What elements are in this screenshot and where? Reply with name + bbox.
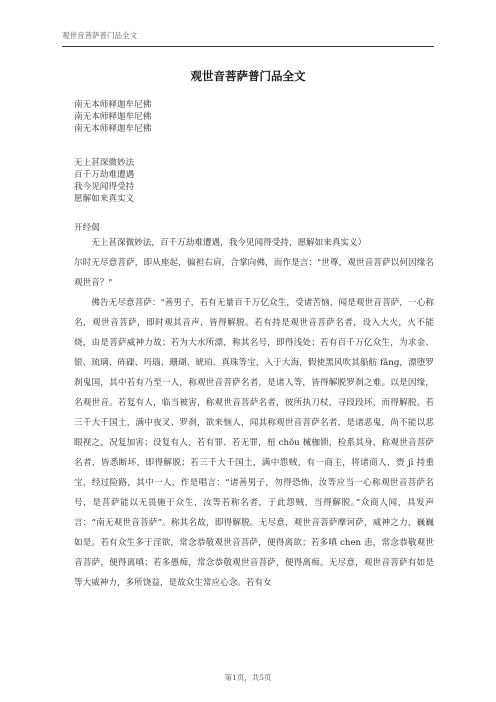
verse-line: 无上甚深微妙法 <box>74 158 135 168</box>
homage-line: 南无本师释迦牟尼佛 <box>74 124 152 134</box>
verse-line: 我今见闻得受持 <box>74 182 135 192</box>
verse-line: 百千万劫难遭遇 <box>74 170 135 180</box>
paragraph: 尔时无尽意菩萨，即从座起，偏袒右肩，合掌向佛，而作是言："世尊，观世音菩萨以何因缘名观世音？" <box>74 258 434 288</box>
homage-line: 南无本师释迦牟尼佛 <box>74 100 152 110</box>
opening-verse-block <box>74 157 434 205</box>
verse-line: 愿解如来真实义 <box>74 194 135 204</box>
paragraph: 无上甚深微妙法，百千万劫难遭遇，我今见闻得受持，愿解如来真实义） <box>91 238 367 248</box>
homage-line: 南无本师释迦牟尼佛 <box>74 112 152 122</box>
section-title: 开经偈 <box>74 223 100 233</box>
body-text <box>74 233 434 593</box>
paragraph: 佛告无尽意菩萨："善男子，若有无量百千万亿众生，受诸苦恼，闻是观世音菩萨，一心称名，观世音菩萨，即时观其音声，皆得解脱。若有持是观世音菩萨名者，设入大火，火不能烧，由是菩萨威神力故；若为大水所漂，称其名号，即得浅处；若有百千万亿众生，为求金、银、琉璃、砗磲、玛瑙、珊瑚、琥珀、真珠等宝，入于大海，假使黑风吹其船舫 fǎng，漂堕罗刹鬼国，其中若有乃至一人，称观世音菩萨名者，是诸人等，皆得解脱罗刹之难。以是因缘，名观世音。若复有人，临当被害，称观世音菩萨名者，彼所执刀杖，寻段段坏，而得解脱。若三千大千国土，满中夜叉、罗刹，欲来恼人，闻其称观世音菩萨名者，是诸恶鬼，尚不能以恶眼视之，况复加害；设复有人，若有罪、若无罪，杻 chǒu 械枷锁，检系其身，称观世音菩萨名者，皆悉断坏，即得解脱；若三千大千国土，满中怨贼，有一商主，将诸商人，赍 jī 持重宝，经过险路，其中一人，作是唱言：“诸善男子，勿得恐怖，汝等应当一心称观世音菩萨名号，是菩萨能以无畏施于众生，汝等若称名者，于此怨贼，当得解脱。”众商人闻，具发声言：“南无观世音菩萨”。称其名故，即得解脱。无尽意，观世音菩萨摩诃萨，威神之力，巍巍如是。若有众生多于淫欲，常念恭敬观世音菩萨，便得离欲；若多嗔 chen 恚，常念恭敬观世音菩萨，便得离嗔；若多愚痴，常念恭敬观世音菩萨，便得离痴。无尽意，观世音菩萨有如是等大威神力，多所饶益，是故众生常应心念。若有女 <box>74 298 434 588</box>
homage-block <box>74 99 434 135</box>
page-footer: 第1页，共5页 <box>224 673 272 682</box>
document-title: 观世音菩萨普门品全文 <box>190 69 306 83</box>
page-header: 观世音菩萨普门品全文 <box>62 30 434 47</box>
